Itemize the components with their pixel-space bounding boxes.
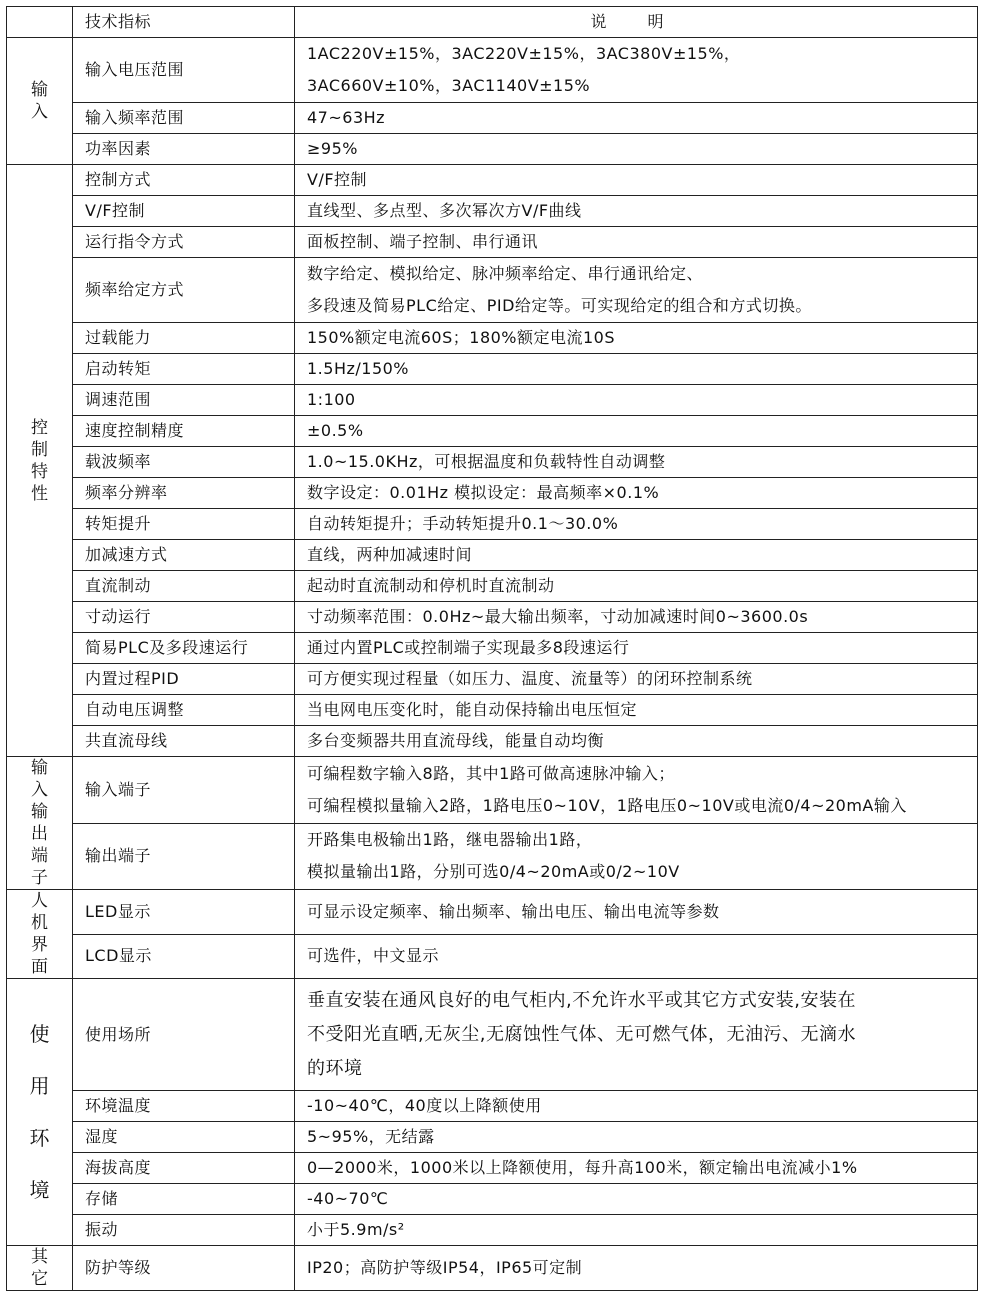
desc-line: 直线，两种加减速时间 xyxy=(307,545,473,564)
item-cell: 存储 xyxy=(73,1184,295,1215)
desc-line: V/F控制 xyxy=(307,170,368,189)
desc-line: 起动时直流制动和停机时直流制动 xyxy=(307,576,555,595)
category-cell xyxy=(7,890,73,979)
item-cell: LCD显示 xyxy=(73,934,295,979)
desc-cell xyxy=(295,695,978,726)
table-row xyxy=(7,890,978,935)
desc-cell xyxy=(295,633,978,664)
table-row xyxy=(7,385,978,416)
item-cell: 功率因素 xyxy=(73,134,295,165)
desc-line: 47~63Hz xyxy=(307,108,386,127)
item-cell: 环境温度 xyxy=(73,1091,295,1122)
item-cell: 简易PLC及多段速运行 xyxy=(73,633,295,664)
spec-table xyxy=(6,6,978,1291)
table-row xyxy=(7,165,978,196)
desc-cell xyxy=(295,602,978,633)
item-cell: 载波频率 xyxy=(73,447,295,478)
desc-line: 直线型、多点型、多次幂次方V/F曲线 xyxy=(307,201,582,220)
desc-line: 数字给定、模拟给定、脉冲频率给定、串行通讯给定、 xyxy=(307,264,704,283)
item-cell: 振动 xyxy=(73,1215,295,1246)
header-category-cell xyxy=(7,7,73,38)
category-label: 控制特性 xyxy=(31,417,49,504)
desc-line: 面板控制、端子控制、串行通讯 xyxy=(307,232,539,251)
item-cell: 直流制动 xyxy=(73,571,295,602)
item-cell: 过载能力 xyxy=(73,323,295,354)
desc-cell xyxy=(295,38,978,103)
category-cell xyxy=(7,1246,73,1291)
category-cell xyxy=(7,38,73,165)
desc-cell xyxy=(295,540,978,571)
desc-line: 可显示设定频率、输出频率、输出电压、输出电流等参数 xyxy=(307,901,720,921)
item-cell: 转矩提升 xyxy=(73,509,295,540)
table-row xyxy=(7,38,978,103)
desc-cell xyxy=(295,1122,978,1153)
table-row xyxy=(7,934,978,979)
table-row xyxy=(7,354,978,385)
desc-line: 可方便实现过程量（如压力、温度、流量等）的闭环控制系统 xyxy=(307,669,753,688)
category-label: 输入输出端子 xyxy=(31,758,49,888)
table-row xyxy=(7,103,978,134)
item-cell: 共直流母线 xyxy=(73,726,295,757)
desc-cell xyxy=(295,478,978,509)
table-row xyxy=(7,227,978,258)
item-cell: 使用场所 xyxy=(73,979,295,1091)
desc-cell xyxy=(295,664,978,695)
item-cell: 防护等级 xyxy=(73,1246,295,1291)
category-cell xyxy=(7,757,73,890)
desc-line: 0—2000米，1000米以上降额使用，每升高100米，额定输出电流减小1% xyxy=(307,1158,858,1177)
desc-line: 模拟量输出1路，分别可选0/4~20mA或0/2~10V xyxy=(307,862,680,882)
desc-line: 多台变频器共用直流母线，能量自动均衡 xyxy=(307,731,605,750)
desc-line: 垂直安装在通风良好的电气柜内,不允许水平或其它方式安装,安装在 xyxy=(307,989,856,1011)
desc-cell xyxy=(295,726,978,757)
item-cell: 内置过程PID xyxy=(73,664,295,695)
desc-line: 1AC220V±15%，3AC220V±15%，3AC380V±15%， xyxy=(307,44,741,63)
table-row xyxy=(7,1122,978,1153)
table-row xyxy=(7,979,978,1091)
desc-cell xyxy=(295,571,978,602)
desc-cell xyxy=(295,934,978,979)
table-row xyxy=(7,196,978,227)
table-row xyxy=(7,757,978,824)
desc-cell xyxy=(295,509,978,540)
table-row xyxy=(7,664,978,695)
table-row xyxy=(7,823,978,890)
table-row xyxy=(7,602,978,633)
desc-cell xyxy=(295,227,978,258)
desc-cell xyxy=(295,416,978,447)
desc-cell xyxy=(295,1153,978,1184)
desc-line: 通过内置PLC或控制端子实现最多8段速运行 xyxy=(307,638,630,657)
category-cell xyxy=(7,979,73,1246)
item-cell: 频率给定方式 xyxy=(73,258,295,323)
desc-line: 自动转矩提升；手动转矩提升0.1～30.0% xyxy=(307,514,619,533)
spec-table-body xyxy=(7,7,978,1291)
item-cell: 自动电压调整 xyxy=(73,695,295,726)
desc-line: 开路集电极输出1路，继电器输出1路， xyxy=(307,830,593,850)
desc-line: 3AC660V±10%，3AC1140V±15% xyxy=(307,76,591,95)
desc-line: -40~70℃ xyxy=(307,1189,389,1208)
item-cell: 控制方式 xyxy=(73,165,295,196)
desc-line: 寸动频率范围：0.0Hz~最大输出频率，寸动加减速时间0~3600.0s xyxy=(307,607,809,626)
desc-line: 可编程数字输入8路，其中1路可做高速脉冲输入； xyxy=(307,763,675,783)
table-row xyxy=(7,447,978,478)
desc-cell xyxy=(295,196,978,227)
item-cell: 运行指令方式 xyxy=(73,227,295,258)
desc-line: 可编程模拟量输入2路，1路电压0~10V，1路电压0~10V或电流0/4~20mA输入 xyxy=(307,795,907,815)
desc-line: 1.5Hz/150% xyxy=(307,359,410,378)
desc-line: 5~95%，无结露 xyxy=(307,1127,435,1146)
item-cell: 输入端子 xyxy=(73,757,295,824)
desc-cell xyxy=(295,1246,978,1291)
header-desc-cell: 说 明 xyxy=(295,7,978,38)
item-cell: 速度控制精度 xyxy=(73,416,295,447)
desc-cell xyxy=(295,447,978,478)
category-label: 人机界面 xyxy=(31,891,49,977)
category-label: 使用环境 xyxy=(29,1022,50,1202)
item-cell: 调速范围 xyxy=(73,385,295,416)
header-row xyxy=(7,7,978,38)
desc-line: 当电网电压变化时，能自动保持输出电压恒定 xyxy=(307,700,638,719)
item-cell: 海拔高度 xyxy=(73,1153,295,1184)
item-cell: 输出端子 xyxy=(73,823,295,890)
header-item-cell: 技术指标 xyxy=(73,7,295,38)
desc-cell xyxy=(295,1215,978,1246)
desc-line: -10~40℃，40度以上降额使用 xyxy=(307,1096,542,1115)
table-row xyxy=(7,134,978,165)
desc-line: ±0.5% xyxy=(307,421,364,440)
desc-cell xyxy=(295,103,978,134)
item-cell: 输入电压范围 xyxy=(73,38,295,103)
table-row xyxy=(7,633,978,664)
table-row xyxy=(7,1153,978,1184)
desc-line: 的环境 xyxy=(307,1057,363,1079)
desc-line: 150%额定电流60S；180%额定电流10S xyxy=(307,328,616,347)
item-cell: 加减速方式 xyxy=(73,540,295,571)
desc-cell xyxy=(295,134,978,165)
desc-cell xyxy=(295,354,978,385)
table-row xyxy=(7,478,978,509)
item-cell: 湿度 xyxy=(73,1122,295,1153)
desc-line: 小于5.9m/s² xyxy=(307,1220,405,1239)
item-cell: LED显示 xyxy=(73,890,295,935)
desc-cell xyxy=(295,890,978,935)
table-row xyxy=(7,258,978,323)
category-label: 其它 xyxy=(31,1247,49,1289)
desc-cell xyxy=(295,1184,978,1215)
desc-line: 不受阳光直晒,无灰尘,无腐蚀性气体、无可燃气体，无油污、无滴水 xyxy=(307,1023,856,1045)
table-row xyxy=(7,726,978,757)
desc-cell xyxy=(295,323,978,354)
item-cell: 输入频率范围 xyxy=(73,103,295,134)
desc-line: 数字设定：0.01Hz 模拟设定：最高频率×0.1% xyxy=(307,483,660,502)
desc-cell xyxy=(295,165,978,196)
desc-line: 可选件，中文显示 xyxy=(307,946,440,966)
desc-line: ≥95% xyxy=(307,139,358,158)
desc-line: IP20；高防护等级IP54，IP65可定制 xyxy=(307,1258,583,1277)
item-cell: 频率分辨率 xyxy=(73,478,295,509)
item-cell: 寸动运行 xyxy=(73,602,295,633)
desc-cell xyxy=(295,979,978,1091)
category-label: 输入 xyxy=(31,80,49,122)
table-row xyxy=(7,695,978,726)
table-row xyxy=(7,1246,978,1291)
desc-cell xyxy=(295,1091,978,1122)
table-row xyxy=(7,416,978,447)
table-row xyxy=(7,571,978,602)
desc-cell xyxy=(295,258,978,323)
desc-cell xyxy=(295,757,978,824)
table-row xyxy=(7,1215,978,1246)
desc-line: 1:100 xyxy=(307,390,356,409)
desc-cell xyxy=(295,385,978,416)
desc-cell xyxy=(295,823,978,890)
table-row xyxy=(7,323,978,354)
table-row xyxy=(7,540,978,571)
table-row xyxy=(7,1091,978,1122)
desc-line: 多段速及简易PLC给定、PID给定等。可实现给定的组合和方式切换。 xyxy=(307,296,812,315)
item-cell: 启动转矩 xyxy=(73,354,295,385)
category-cell xyxy=(7,165,73,757)
desc-line: 1.0~15.0KHz，可根据温度和负载特性自动调整 xyxy=(307,452,666,471)
item-cell: V/F控制 xyxy=(73,196,295,227)
table-row xyxy=(7,509,978,540)
table-row xyxy=(7,1184,978,1215)
